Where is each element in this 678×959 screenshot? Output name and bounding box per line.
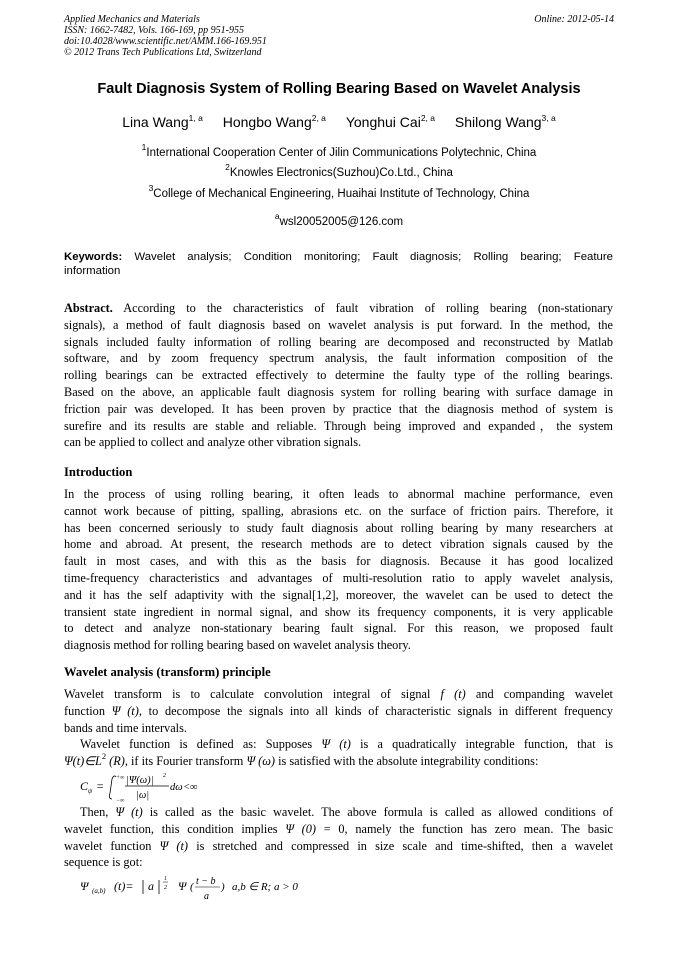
eq-open-paren: ( [190, 881, 194, 893]
section-heading-introduction: Introduction [64, 465, 133, 479]
eq-num-exp: 2 [163, 773, 166, 779]
author-3: Yonghui Cai$^{2, a}$ [345, 113, 435, 130]
eq-frac-num: t − b [196, 876, 216, 887]
eq-upper-limit: +∞ [116, 775, 125, 781]
keywords-label: Keywords: [64, 251, 123, 263]
paper-title: Fault Diagnosis System of Rolling Bearing Based on Wavelet Analysis [97, 81, 581, 97]
eq-equals: = [96, 779, 105, 793]
intro-line: home and abroad. At present, the research methods are to detect vibration signals caused by the [64, 537, 613, 552]
header-copyright: © 2012 Trans Tech Publications Ltd, Switzerland [64, 47, 262, 58]
eq-psi: Ψ [80, 879, 89, 893]
wavelet-line: Wavelet transform is to calculate convolution integral of signal f (t) and companding wavelet [64, 687, 613, 701]
eq-numerator: |Ψ(ω)| [126, 775, 154, 786]
wavelet-line: wavelet function, this condition implies Ψ (0) = 0, namely the function has zero mean. The basic [64, 821, 613, 836]
eq-less-than-infinity: <∞ [183, 782, 198, 793]
affiliation-3: $^3$College of Mechanical Engineering, Huaihai Institute of Technology, China [148, 183, 530, 200]
eq-exp-den: 2 [164, 885, 167, 891]
abstract-line: can be applied to collect and analyze other vibration signals. [64, 435, 362, 450]
wavelet-line: wavelet function Ψ (t) is stretched and compressed in size scale and time-shifted, then a wavelet [64, 838, 613, 853]
section-heading-wavelet: Wavelet analysis (transform) principle [64, 665, 271, 679]
abstract-label: Abstract. [64, 301, 113, 315]
integral-sign [109, 776, 116, 799]
abstract-line: software, and by zoom frequency spectrum analysis, the fault information composition of the [64, 351, 613, 366]
wavelet-sequence-equation [80, 872, 330, 908]
intro-line: In the process of using rolling bearing, it often leads to abnormal machine performance, even [64, 487, 613, 501]
author-list [0, 112, 678, 132]
abstract-line: signals), a method of fault diagnosis based on wavelet analysis is put forward. In the method, the [64, 317, 613, 332]
wavelet-line: sequence is got: [64, 855, 143, 870]
author-email: $^a$wsl20052005@126.com [274, 211, 404, 228]
header-doi: doi:10.4028/www.scientific.net/AMM.166-169.951 [64, 36, 267, 47]
header-issn: ISSN: 1662-7482, Vols. 166-169, pp 951-955 [64, 25, 244, 36]
intro-line: to detect and analyze non-stationary bearing fault signal. For this reason, we proposed fault [64, 621, 613, 636]
abstract-line: Abstract. According to the characteristics of fault vibration of rolling bearing (non-stationary [64, 301, 613, 315]
abstract-line: surefire and its results are stable and reliable. Through being improved and expanded，the system [64, 418, 613, 433]
eq-lower-limit: −∞ [116, 798, 125, 804]
intro-line: transient state ingredient in normal signal, and show its frequency components, it is very applicable [64, 604, 613, 619]
intro-line: time-frequency characteristics and advantages of multi-resolution ratio to apply wavelet analysis, [64, 570, 613, 585]
wavelet-paragraph-2 [64, 736, 613, 770]
wavelet-line: $\Psi(t)\in L^2$ (R), if its Fourier transform Ψ (ω) is satisfied with the absolute integrability conditions: [64, 750, 539, 768]
eq-psi-sub: (a,b) [92, 887, 106, 895]
author-1: Lina Wang$^{1, a}$ [122, 113, 203, 130]
eq-c: C [80, 779, 89, 793]
wavelet-paragraph-1 [64, 686, 613, 736]
eq-denominator: |ω| [136, 790, 150, 801]
abstract-line: friction pair was developed. It has been proven by practice that the diagnosis method of system is [64, 401, 613, 416]
author-4: Shilong Wang$^{3, a}$ [454, 113, 556, 130]
eq-exp-num: 1 [164, 876, 167, 882]
intro-line: fault in most cases, and with this as the basis for diagnosis. Because it has good localized [64, 554, 613, 569]
header-journal: Applied Mechanics and Materials [64, 14, 200, 25]
abstract-line: rolling bearings can be extracted effectively to determine the faulty type of the rolling bearings. [64, 368, 613, 383]
wavelet-line: bands and time intervals. [64, 720, 187, 735]
wavelet-line: Wavelet function is defined as: Supposes Ψ (t) is a quadratically integrable function, that is [80, 737, 614, 751]
abstract [64, 300, 613, 451]
wavelet-paragraph-3 [64, 804, 613, 871]
eq-frac-den: a [204, 891, 209, 902]
eq-close-paren: ) [221, 881, 225, 893]
eq-arg: (t)= [114, 879, 134, 893]
header-online-date: Online: 2012-05-14 [534, 14, 614, 25]
eq-c-sub: ψ [88, 787, 93, 795]
wavelet-line: function Ψ (t), to decompose the signals into all kinds of characteristic signals in different frequency [64, 703, 614, 718]
intro-line: has been concerned seriously to study fault diagnosis about rolling bearing by many researchers at [64, 520, 613, 535]
abstract-line: Based on the above, an applicable fault diagnosis system for rolling bearing with surface damage in [64, 384, 613, 399]
abstract-line: signals included faulty information of rolling bearing are decomposed and reconstructed by Matlab [64, 334, 613, 349]
affiliation-2: $^2$Knowles Electronics(Suzhou)Co.Ltd., China [225, 162, 453, 179]
affiliation-1: $^1$International Cooperation Center of Jilin Communications Polytechnic, China [141, 142, 537, 159]
eq-differential: dω [170, 782, 183, 793]
eq-psi-2: Ψ [178, 879, 187, 893]
admissibility-equation [80, 769, 200, 805]
keywords [64, 251, 613, 279]
intro-line: and it has the self adaptivity with the signal[1,2], moreover, the wavelet can be used to detect the [64, 587, 613, 602]
introduction-body [64, 486, 613, 654]
intro-line: cannot work because of pitting, spalling, abrasions etc. on the surface of friction pairs. Therefore, it [64, 503, 613, 518]
wavelet-line: Then, Ψ (t) is called as the basic wavelet. The above formula is called as allowed conditions of [80, 805, 614, 819]
keywords-line: information [64, 264, 121, 277]
author-2: Hongbo Wang$^{2, a}$ [222, 113, 326, 130]
keywords-line: Keywords: Wavelet analysis; Condition monitoring; Fault diagnosis; Rolling bearing; Feature [64, 251, 613, 263]
eq-a: a [148, 879, 154, 893]
intro-line: diagnosis method for rolling bearing based on wavelet analysis theory. [64, 638, 411, 653]
eq-condition: a,b ∈ R; a > 0 [232, 881, 298, 893]
